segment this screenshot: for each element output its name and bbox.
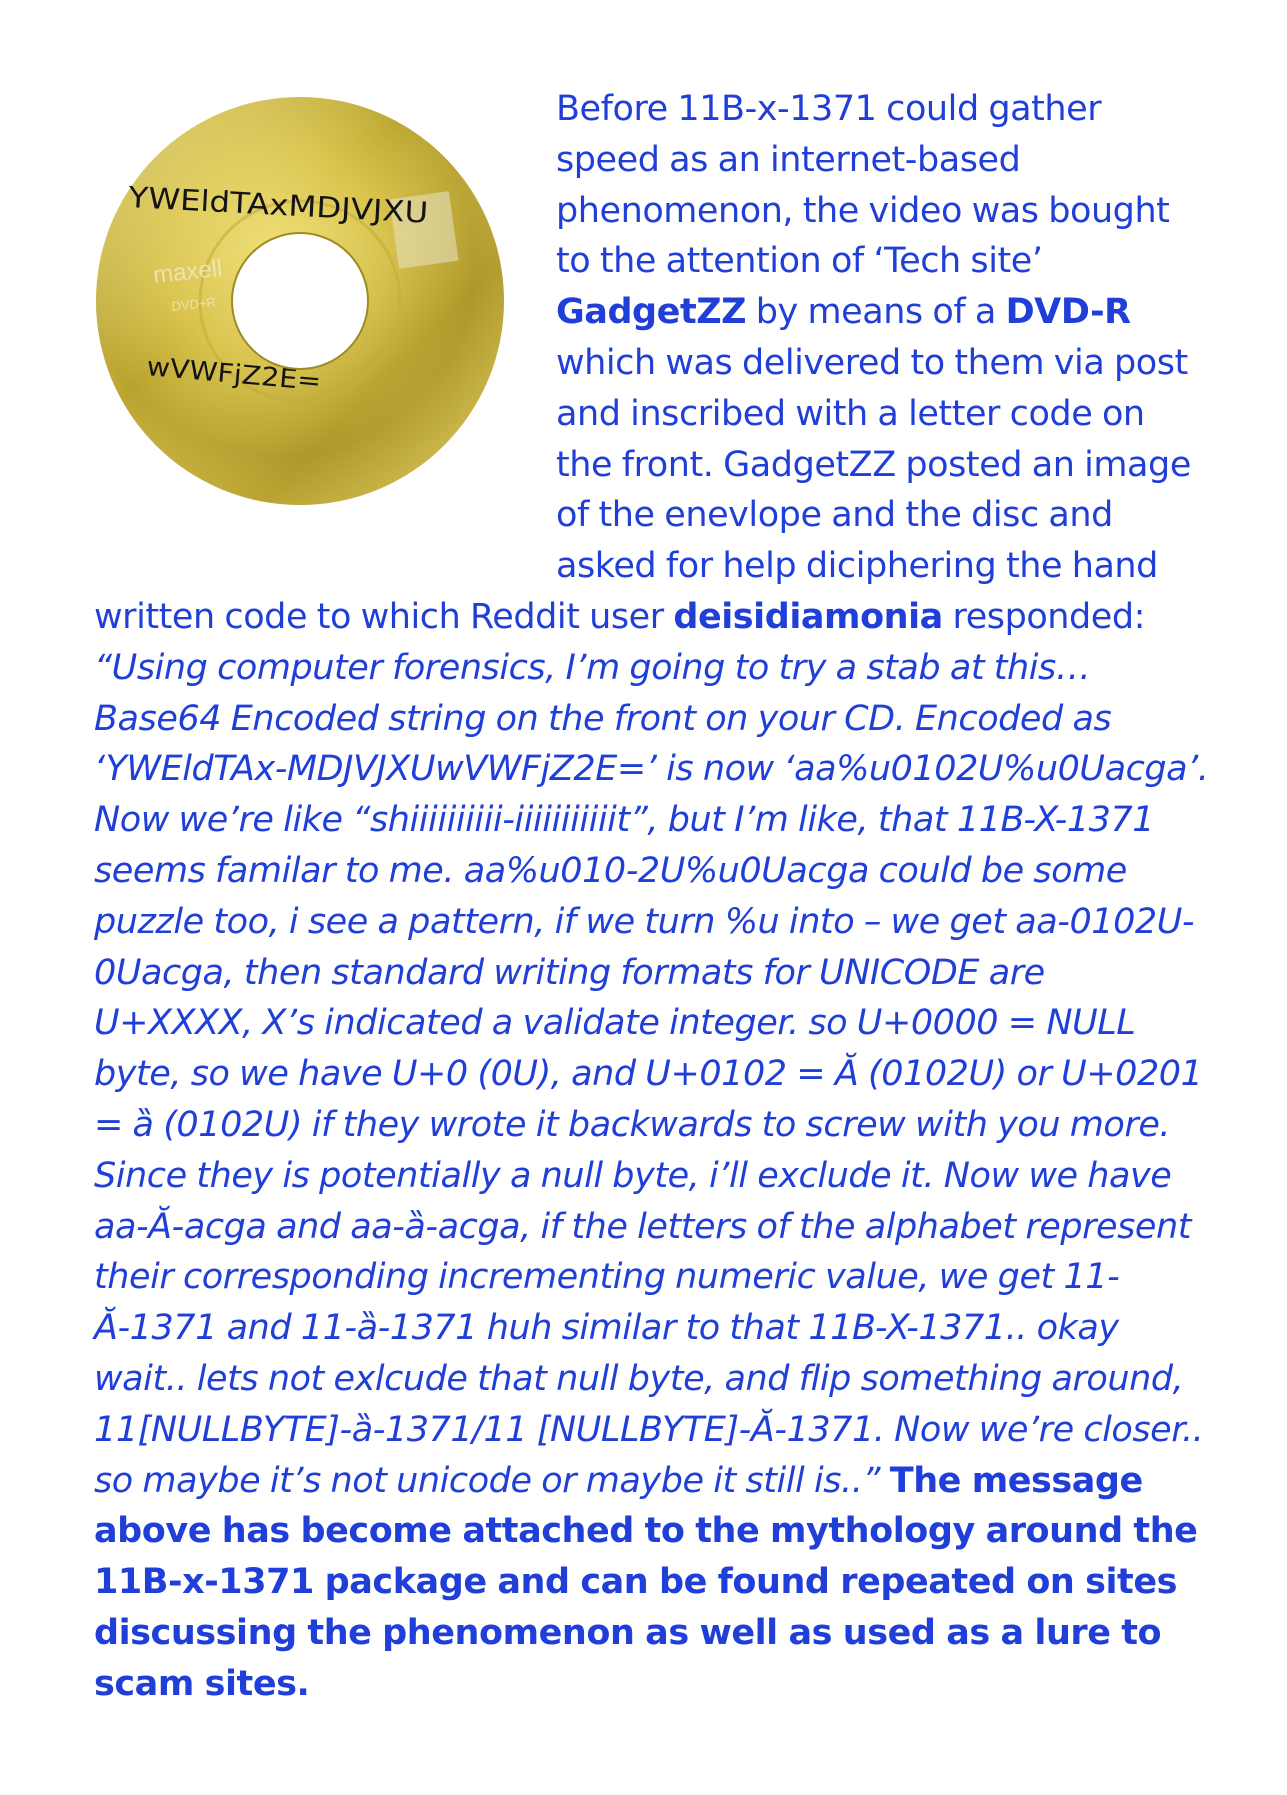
intro-text-1: Before 11B-x-1371 could gather speed as an internet-based phenomenon, the video was bought to the attention of ‘Tech site’	[556, 89, 1170, 282]
intro-text-3: which was delivered to them via post and inscribed with a letter code on the front. GadgetZZ posted an image of the enevlope and the disc and asked for help diciphering the hand written code to which Reddit user	[94, 342, 1191, 637]
gadgetzz-name: GadgetZZ	[556, 292, 747, 333]
dvd-r-term: DVD-R	[1005, 292, 1131, 333]
intro-text-2: by means of a	[746, 292, 1006, 333]
reddit-username: deisidiamonia	[673, 596, 943, 637]
disc-format: DVD+R	[170, 294, 217, 314]
intro-text-4: responded:	[942, 596, 1145, 637]
reddit-quote: “Using computer forensics, I’m going to try a stab at this… Base64 Encoded string on the front on your CD. Encoded as ‘YWEldTAx-MDJVJXUwVWFjZ2E=’ is now ‘aa%u0102U%u0Uacga’. Now we’re like “shiiiiiiiiii-iiiiiiiiiiit”, but I’m like, that 11B-X-1371 seems familar to me. aa%u010-2U%u0Uacga could be some puzzle too, i see a pattern, if we turn %u into – we get aa-0102U-0Uacga, then standard writing formats for UNICODE are U+XXXX, X’s indicated a validate integer. so U+0000 = NULL byte, so we have U+0 (0U), and U+0102 = Ă (0102U) or U+0201 = ȁ (0102U) if they wrote it backwards to screw with you more. Since they is potentially a null byte, i’ll exclude it. Now we have aa-Ă-acga and aa-ȁ-acga, if the letters of the alphabet represent their corresponding incrementing numeric value, we get 11-Ă-1371 and 11-ȁ-1371 huh similar to that 11B-X-1371.. okay wait.. lets not exlcude that null byte, and flip something around, 11[NULLBYTE]-ȁ-1371/11 [NULLBYTE]-Ă-1371. Now we’re closer.. so maybe it’s not unicode or maybe it still is..”	[94, 647, 1209, 1501]
article-text	[94, 84, 1209, 1710]
disc-brand: maxell	[151, 254, 224, 289]
conclusion-text: The message above has become attached to the mythology around the 11B-x-1371 package and can be found repeated on sites discussing the phenomenon as well as used as a lure to scam sites.	[94, 1460, 1198, 1704]
disc-code-bottom: wVWFjZ2E=	[145, 352, 307, 396]
image-float-spacer	[94, 84, 556, 590]
disc-code-top: YWEldTAxMDJVJXU	[127, 180, 399, 229]
